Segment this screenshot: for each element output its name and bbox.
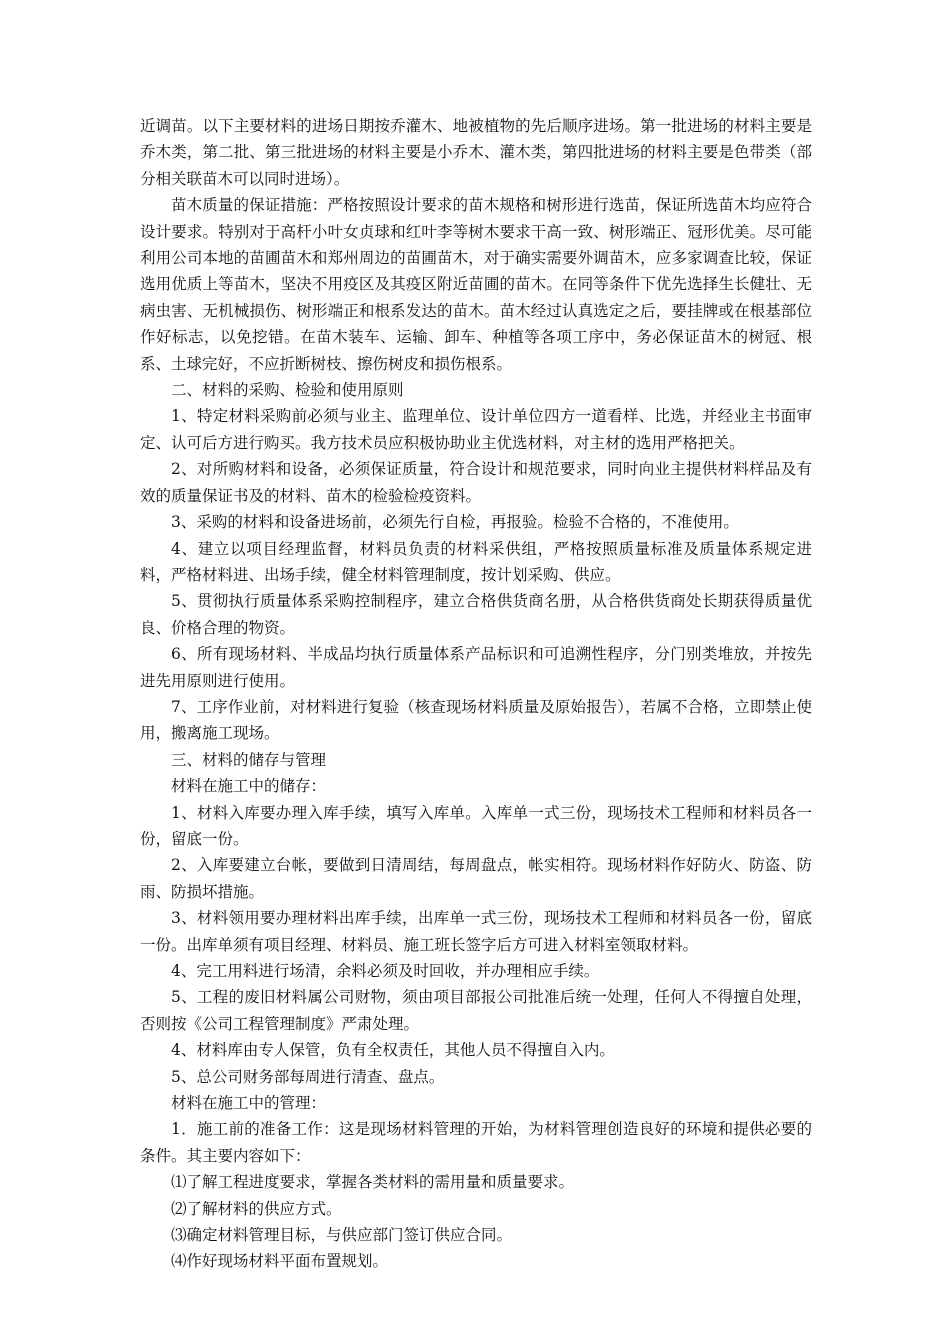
list-item: ⑴了解工程进度要求，掌握各类材料的需用量和质量要求。 <box>171 1173 575 1192</box>
paragraph-item: 5、贯彻执行质量体系采购控制程序，建立合格供货商名册，从合格供货商处长期获得质量优良、价格合理的物资。 <box>140 592 812 637</box>
paragraph-item: 2、对所购材料和设备，必须保证质量，符合设计和规范要求，同时向业主提供材料样品及有效的质量保证书及的材料、苗木的检验检疫资料。 <box>140 460 812 505</box>
paragraph-item: 1、特定材料采购前必须与业主、监理单位、设计单位四方一道看样、比选，并经业主书面审定、认可后方进行购买。我方技术员应积极协助业主优选材料，对主材的选用严格把关。 <box>140 407 812 452</box>
paragraph-item: 6、所有现场材料、半成品均执行质量体系产品标识和可追溯性程序，分门别类堆放，并按先进先用原则进行使用。 <box>140 645 812 690</box>
paragraph-item: 5、总公司财务部每周进行清查、盘点。 <box>171 1067 445 1086</box>
subheading-storage: 材料在施工中的储存： <box>171 777 327 796</box>
paragraph-continuation: 近调苗。以下主要材料的进场日期按乔灌木、地被植物的先后顺序进场。第一批进场的材料主要是乔木类，第二批、第三批进场的材料主要是小乔木、灌木类，第四批进场的材料主要是色带类（部分相关联苗木可以同时进场）。 <box>140 117 812 188</box>
paragraph-item: 7、工序作业前，对材料进行复验（核查现场材料质量及原始报告），若属不合格，立即禁止使用，搬离施工现场。 <box>140 697 812 743</box>
paragraph-item: 5、工程的废旧材料属公司财物，须由项目部报公司批准后统一处理，任何人不得擅自处理，否则按《公司工程管理制度》严肃处理。 <box>140 988 812 1033</box>
paragraph-item: 1．施工前的准备工作：这是现场材料管理的开始，为材料管理创造良好的环境和提供必要的条件。其主要内容如下： <box>140 1120 812 1165</box>
paragraph-item: 4、建立以项目经理监督，材料员负责的材料采供组，严格按照质量标准及质量体系规定进料，严格材料进、出场手续，健全材料管理制度，按计划采购、供应。 <box>140 539 812 584</box>
paragraph-item: 3、材料领用要办理材料出库手续，出库单一式三份，现场技术工程师和材料员各一份，留底一份。出库单须有项目经理、材料员、施工班长签字后方可进入材料室领取材料。 <box>140 909 812 954</box>
paragraph-item: 4、完工用料进行场清，余料必须及时回收，并办理相应手续。 <box>171 962 600 980</box>
section-heading-storage: 三、材料的储存与管理 <box>171 750 327 769</box>
list-item: ⑶确定材料管理目标，与供应部门签订供应合同。 <box>171 1226 513 1245</box>
paragraph-item: 3、采购的材料和设备进场前，必须先行自检，再报验。检验不合格的，不准使用。 <box>171 513 739 532</box>
paragraph-item: 1、材料入库要办理入库手续，填写入库单。入库单一式三份，现场技术工程师和材料员各一份，留底一份。 <box>140 803 812 848</box>
subheading-management: 材料在施工中的管理： <box>171 1094 327 1113</box>
list-item: ⑷作好现场材料平面布置规划。 <box>171 1252 389 1271</box>
paragraph-seedling-quality: 苗木质量的保证措施：严格按照设计要求的苗木规格和树形进行选苗，保证所选苗木均应符合设计要求。特别对于高杆小叶女贞球和红叶李等树木要求干高一致、树形端正、冠形优美。尽可能利用公司本地的苗圃苗木和郑州周边的苗圃苗木，对于确实需要外调苗木，应多家调查比较，保证选用优质上等苗木，坚决不用疫区及其疫区附近苗圃的苗木。在同等条件下优先选择生长健壮、无病虫害、无机械损伤、树形端正和根系发达的苗木。苗木经过认真选定之后，要挂牌或在根基部位作好标志，以免挖错。在苗木装车、运输、卸车、种植等各项工序中，务必保证苗木的树冠、根系、土球完好，不应折断树枝、擦伤树皮和损伤根系。 <box>140 196 812 373</box>
list-item: ⑵了解材料的供应方式。 <box>171 1199 342 1218</box>
section-heading-procurement: 二、材料的采购、检验和使用原则 <box>171 381 404 400</box>
paragraph-item: 2、入库要建立台帐，要做到日清周结，每周盘点，帐实相符。现场材料作好防火、防盗、防雨、防损坏措施。 <box>140 856 812 901</box>
paragraph-item: 4、材料库由专人保管，负有全权责任，其他人员不得擅自入内。 <box>171 1041 615 1060</box>
document-page <box>140 113 812 1275</box>
